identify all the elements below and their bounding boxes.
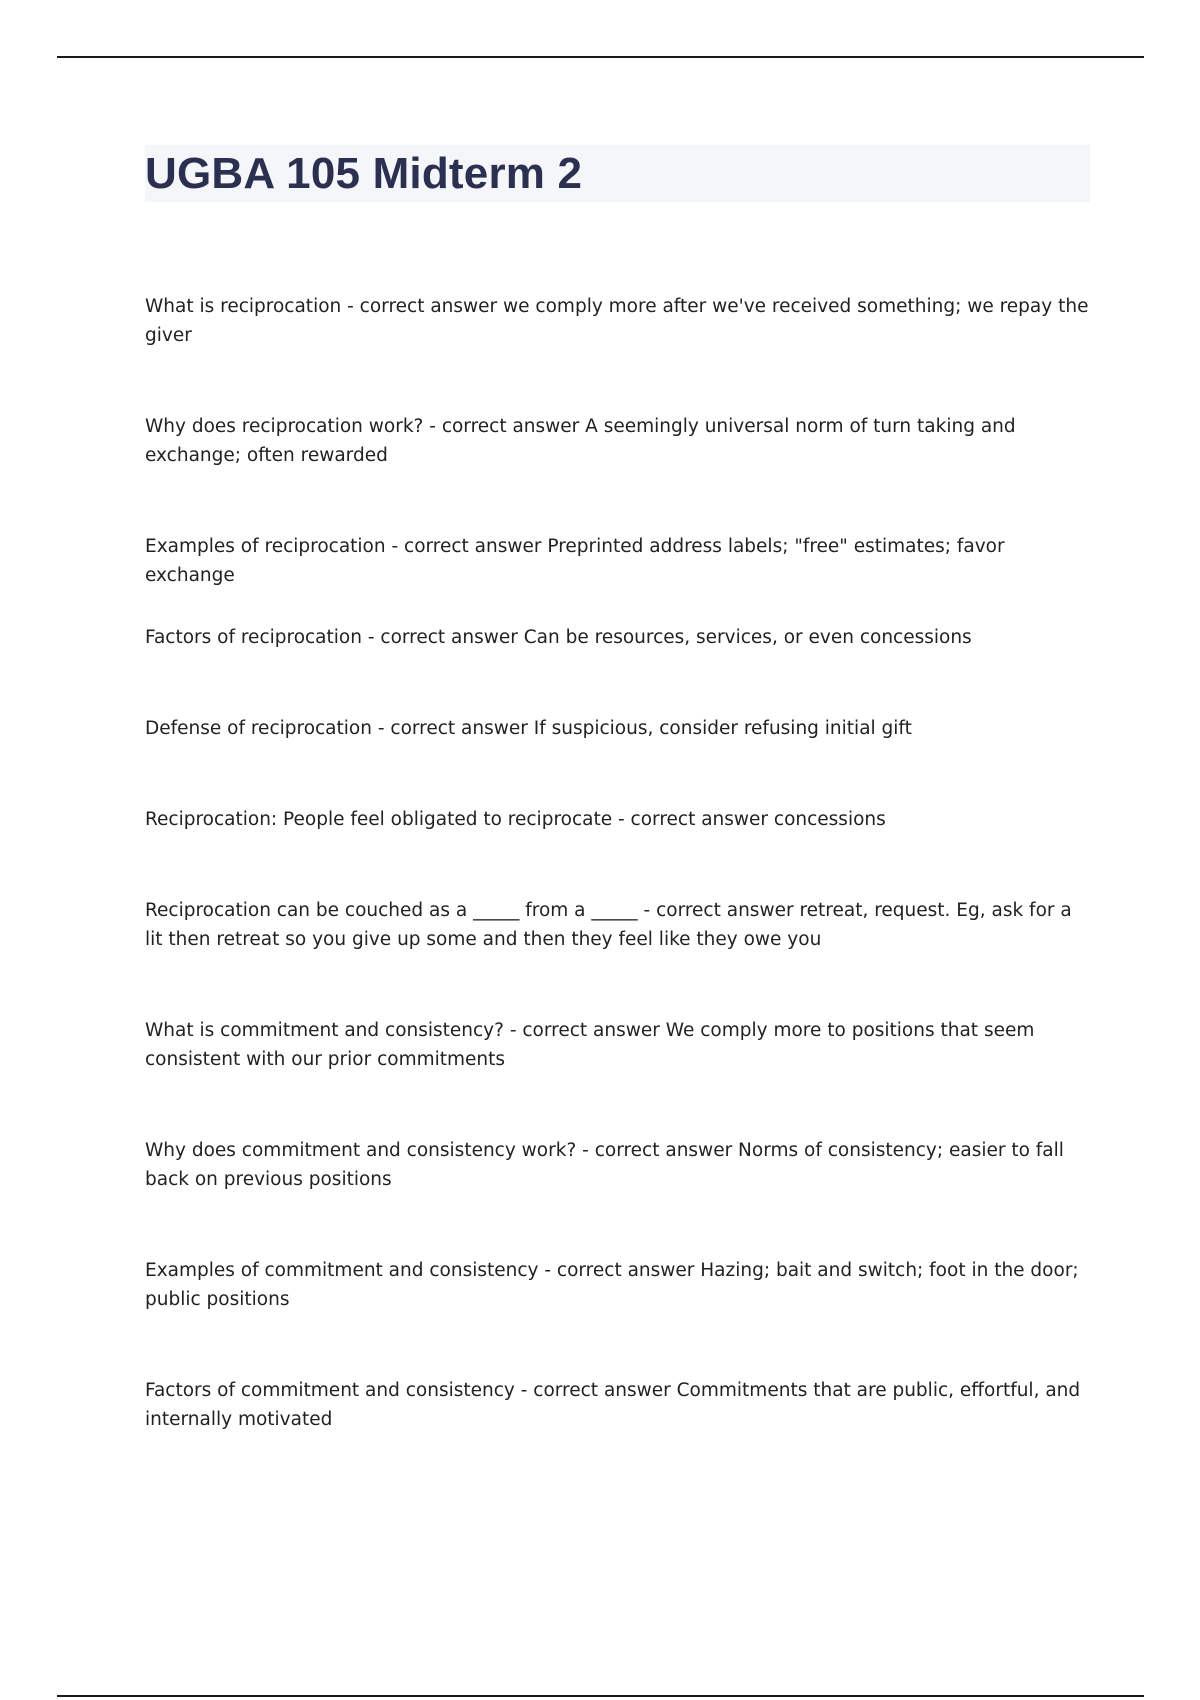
flashcard-item: Factors of commitment and consistency - correct answer Commitments that are public, effortful, and internally motivated (145, 1380, 1081, 1430)
flashcard-item: Reciprocation can be couched as a _____ from a _____ - correct answer retreat, request. Eg, ask for a lit then retreat so you give up some and then they feel like they owe you (145, 900, 1072, 950)
flashcard-item: Examples of reciprocation - correct answer Preprinted address labels; "free" estimates; favor exchange (145, 536, 1005, 586)
bottom-rule (57, 1695, 1144, 1697)
flashcard-item: What is reciprocation - correct answer we comply more after we've received something; we repay the giver (145, 296, 1089, 346)
flashcard-item: Examples of commitment and consistency - correct answer Hazing; bait and switch; foot in the door; public positions (145, 1260, 1079, 1310)
top-rule (57, 56, 1144, 58)
flashcard-item: Factors of reciprocation - correct answer Can be resources, services, or even concessions (145, 627, 972, 648)
flashcard-item: Defense of reciprocation - correct answer If suspicious, consider refusing initial gift (145, 718, 912, 739)
flashcard-item: Why does commitment and consistency work? - correct answer Norms of consistency; easier to fall back on previous positions (145, 1140, 1064, 1190)
flashcard-item: Why does reciprocation work? - correct answer A seemingly universal norm of turn taking and exchange; often rewarded (145, 416, 1016, 466)
flashcard-list (145, 292, 1090, 1496)
flashcard-item: What is commitment and consistency? - correct answer We comply more to positions that seem consistent with our prior commitments (145, 1020, 1035, 1070)
document-title: UGBA 105 Midterm 2 (145, 148, 583, 198)
title-banner (145, 145, 1090, 202)
flashcard-item: Reciprocation: People feel obligated to reciprocate - correct answer concessions (145, 809, 886, 830)
